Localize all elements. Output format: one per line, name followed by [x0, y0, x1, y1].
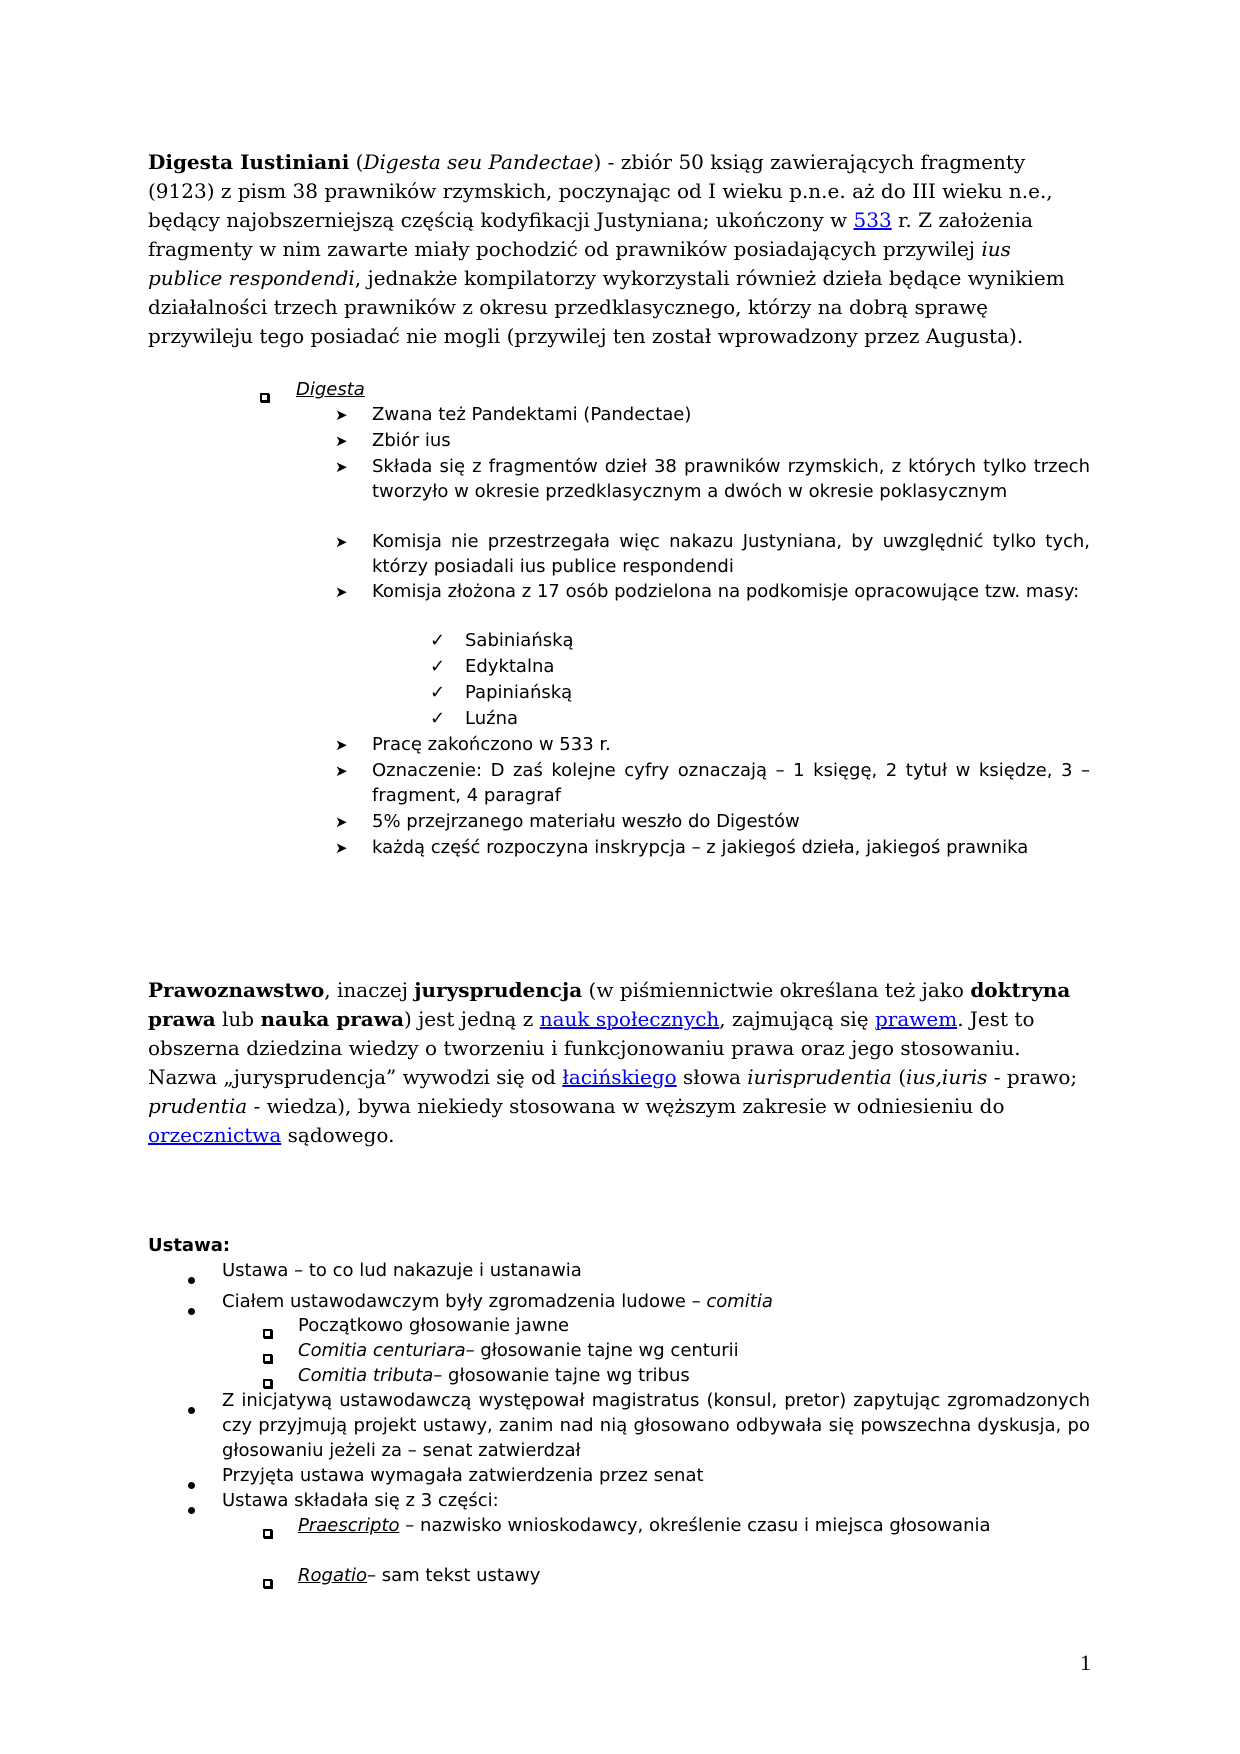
square-bullet-icon	[263, 1520, 272, 1545]
list-item: każdą część rozpoczyna inskrypcja – z jakiegoś dzieła, jakiegoś prawnika	[372, 837, 1029, 858]
list-item: Komisja nie przestrzegała więc nakazu Justyniana, by uwzględnić tylko tych, którzy posiadali ius publice respondendi	[372, 531, 1090, 577]
sublist-item: Rogatio – sam tekst ustawy	[298, 1565, 541, 1586]
arrow-bullet-icon: ➤	[335, 583, 348, 601]
dot-bullet-icon	[188, 1496, 195, 1521]
paragraph-digesta-iustiniani: Digesta Iustiniani (Digesta seu Pandectae) - zbiór 50 ksiąg zawierających fragmenty (9123) z pism 38 prawników rzymskich, poczynając od I wieku p.n.e. aż do III wieku n.e., będący najobszerniejszą częścią kodyfikacji Justyniana; ukończony w 533 r. Z założenia fragmenty w nim zawarte miały pochodzić od prawników posiadających przywilej ius publice respondendi, jednakże kompilatorzy wykorzystali również dzieła będące wynikiem działalności trzech prawników z okresu przedklasycznego, którzy na dobrą sprawę przywileju tego posiadać nie mogli (przywilej ten został wprowadzony przez Augusta).	[148, 150, 1065, 348]
arrow-bullet-icon: ➤	[335, 736, 348, 754]
arrow-bullet-icon: ➤	[335, 458, 348, 476]
link-nauk-spolecznych[interactable]: nauk społecznych	[539, 1007, 720, 1031]
list-item: Ciałem ustawodawczym były zgromadzenia ludowe – comitia	[222, 1291, 773, 1312]
list-item: 5% przejrzanego materiału weszło do Digestów	[372, 811, 800, 832]
checkmark-icon: ✓	[430, 682, 446, 703]
arrow-bullet-icon: ➤	[335, 533, 348, 551]
paragraph-prawoznawstwo: Prawoznawstwo, inaczej jurysprudencja (w piśmiennictwie określana też jako doktryna prawa lub nauka prawa) jest jedną z nauk społecznych, zajmującą się prawem. Jest to obszerna dziedzina wiedzy o tworzeniu i funkcjonowaniu prawa oraz jego stosowaniu. Nazwa „jurysprudencja” wywodzi się od łacińskiego słowa iurisprudentia (ius,iuris - prawo; prudentia - wiedza), bywa niekiedy stosowana w węższym zakresie w odniesieniu do orzecznictwa sądowego.	[148, 978, 1078, 1147]
square-bullet-icon	[260, 384, 269, 409]
dot-bullet-icon	[188, 1396, 195, 1421]
square-bullet-icon	[263, 1320, 272, 1345]
sublist-item: Początkowo głosowanie jawne	[298, 1315, 570, 1336]
list-item: Przyjęta ustawa wymagała zatwierdzenia przez senat	[222, 1465, 704, 1486]
list-item: Zbiór ius	[372, 430, 451, 451]
checkmark-icon: ✓	[430, 708, 446, 729]
list-item: Zwana też Pandektami (Pandectae)	[372, 404, 692, 425]
list-item: Ustawa składała się z 3 części:	[222, 1490, 499, 1511]
sublist-item: Praescripto – nazwisko wnioskodawcy, określenie czasu i miejsca głosowania	[298, 1515, 991, 1536]
term-digesta-iustiniani: Digesta Iustiniani	[148, 150, 350, 174]
list-item: Z inicjatywą ustawodawczą występował magistratus (konsul, pretor) zapytując zgromadzonych czy przyjmują projekt ustawy, zanim nad nią głosowano odbywała się powszechna dyskusja, po głosowaniu jeżeli za – senat zatwierdzał	[222, 1390, 1090, 1461]
sublist-item: Papiniańską	[465, 682, 573, 703]
dot-bullet-icon	[188, 1266, 195, 1291]
checkmark-icon: ✓	[430, 656, 446, 677]
square-bullet-icon	[263, 1345, 272, 1370]
dot-bullet-icon	[188, 1297, 195, 1322]
link-prawem[interactable]: prawem	[874, 1007, 958, 1031]
list-item: Oznaczenie: D zaś kolejne cyfry oznaczają – 1 księgę, 2 tytuł w księdze, 3 – fragment, 4 paragraf	[372, 760, 1090, 806]
ustawa-heading: Ustawa:	[148, 1235, 231, 1256]
arrow-bullet-icon: ➤	[335, 813, 348, 831]
list-item: Ustawa – to co lud nakazuje i ustanawia	[222, 1260, 582, 1281]
sublist-item: Comitia tributa – głosowanie tajne wg tribus	[298, 1365, 690, 1386]
checkmark-icon: ✓	[430, 630, 446, 651]
link-lacinskiego[interactable]: łacińskiego	[562, 1065, 677, 1089]
arrow-bullet-icon: ➤	[335, 432, 348, 450]
link-orzecznictwa[interactable]: orzecznictwa	[148, 1123, 282, 1147]
sublist-item: Edyktalna	[465, 656, 555, 677]
square-bullet-icon	[263, 1570, 272, 1595]
sublist-item: Comitia centuriara – głosowanie tajne wg centurii	[298, 1340, 739, 1361]
arrow-bullet-icon: ➤	[335, 762, 348, 780]
sublist-item: Luźna	[465, 708, 519, 729]
link-533[interactable]: 533	[853, 208, 892, 232]
sublist-item: Sabiniańską	[465, 630, 574, 651]
dot-bullet-icon	[188, 1471, 195, 1496]
page-number: 1	[1080, 1650, 1091, 1675]
digesta-heading: Digesta	[296, 379, 365, 400]
arrow-bullet-icon: ➤	[335, 839, 348, 857]
list-item: Komisja złożona z 17 osób podzielona na podkomisje opracowujące tzw. masy:	[372, 581, 1080, 602]
arrow-bullet-icon: ➤	[335, 406, 348, 424]
list-item: Pracę zakończono w 533 r.	[372, 734, 611, 755]
list-item: Składa się z fragmentów dzieł 38 prawników rzymskich, z których tylko trzech tworzyło w okresie przedklasycznym a dwóch w okresie poklasycznym	[372, 456, 1090, 502]
